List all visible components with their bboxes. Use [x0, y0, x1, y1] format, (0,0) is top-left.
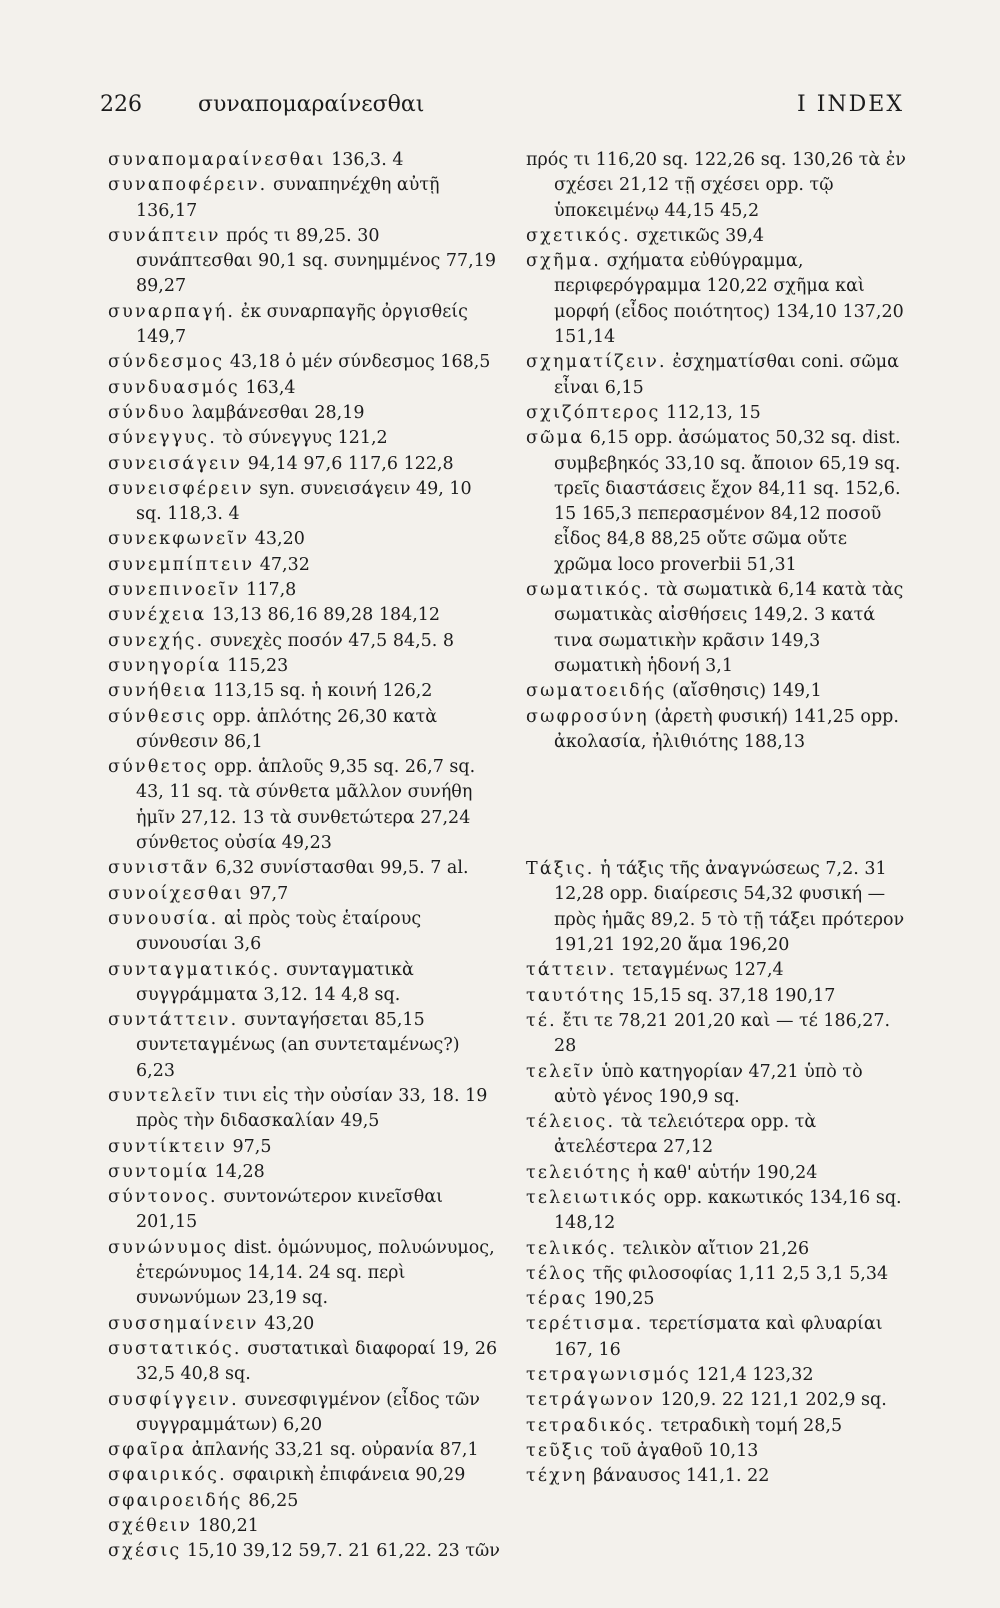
entry-lemma: σύνθεσις [108, 706, 208, 727]
entry-lemma: συνεισφέρειν [108, 478, 254, 499]
entry-references: opp. ἁπλότης 26,30 κατὰ σύνθεσιν 86,1 [136, 706, 438, 752]
right-column [526, 148, 906, 1490]
index-entry [108, 1084, 500, 1135]
entry-references: 190,25 [593, 1289, 655, 1310]
index-entry [526, 1414, 906, 1439]
entry-lemma: τερέτισμα. [526, 1314, 644, 1335]
entry-references: 94,14 97,6 117,6 122,8 [247, 453, 454, 474]
entry-lemma: σύνδεσμος [108, 352, 225, 373]
entry-references: 6,15 opp. ἀσώματος 50,32 sq. dist. συμβεβηκός 33,10 sq. ἄποιον 65,19 sq. τρεῖς διαστάσεις ἔχον 84,11 sq. 152,6. 15 165,3 πεπερασμένον 84,12 ποσοῦ εἶδος 84,8 88,25 οὔτε σῶμα οὔτε χρῶμα loco proverbii 51,31 [554, 428, 901, 575]
index-entry [108, 1160, 500, 1185]
entry-lemma: συντελεῖν [108, 1085, 218, 1106]
entry-lemma: συνοίχεσθαι [108, 883, 244, 904]
entry-references: αἱ πρὸς τοὺς ἑταίρους συνουσίαι 3,6 [136, 908, 422, 955]
index-entry [108, 907, 500, 958]
entry-references: σχήματα εὐθύγραμμα, περιφερόγραμμα 120,22 σχῆμα καὶ μορφή (εἶδος ποιότητος) 134,10 137,20 151,14 [554, 251, 904, 348]
entry-references: συνταγήσεται 85,15 συντεταγμένως (an συντεταμένως?) 6,23 [136, 1010, 460, 1081]
entry-lemma: σφαιρικός. [108, 1465, 227, 1486]
entry-lemma: συνηγορία [108, 655, 222, 676]
entry-lemma: σωματοειδής [526, 681, 667, 702]
entry-references: ἡ καθ' αὑτήν 190,24 [637, 1162, 818, 1183]
index-entry [526, 1161, 906, 1186]
index-entry [526, 679, 906, 704]
entry-lemma: σχέσις [108, 1541, 182, 1562]
index-entry [108, 452, 500, 477]
entry-references: (αἴσθησις) 149,1 [672, 681, 822, 702]
index-entry [526, 1439, 906, 1464]
entry-lemma: τάττειν. [526, 960, 617, 981]
index-entry [108, 376, 500, 401]
index-entry [526, 249, 906, 350]
entry-lemma: συνδυασμός [108, 377, 240, 398]
entry-references: 136,3. 4 [331, 150, 404, 170]
entry-lemma: συνιστᾶν [108, 858, 210, 879]
index-entry [108, 477, 500, 528]
index-entry [526, 857, 906, 958]
entry-references: τελικὸν αἴτιον 21,26 [622, 1238, 810, 1259]
index-entry [526, 1186, 906, 1237]
entry-references: 97,7 [249, 883, 289, 904]
entry-references: τὰ σωματικὰ 6,14 κατὰ τὰς σωματικὰς αἰσθήσεις 149,2. 3 κατά τινα σωματικὴν κρᾶσιν 149,3 σωματικὴ ἡδονή 3,1 [554, 580, 904, 676]
entry-lemma: σωματικός. [526, 580, 651, 601]
entry-lemma: σχέθειν [108, 1516, 193, 1537]
entry-lemma: συναπομαραίνεσθαι [108, 150, 326, 170]
index-entry [108, 1514, 500, 1539]
entry-lemma: συντίκτειν [108, 1136, 227, 1157]
index-entry [526, 350, 906, 401]
index-entry [108, 958, 500, 1009]
entry-lemma: σύντονος. [108, 1187, 218, 1208]
entry-lemma: σχηματίζειν. [526, 352, 667, 373]
index-entry [108, 603, 500, 628]
index-entry [526, 1262, 906, 1287]
index-entry [108, 426, 500, 451]
entry-lemma: συσσημαίνειν [108, 1313, 259, 1334]
entry-lemma: τελειότης [526, 1162, 633, 1183]
index-entry [526, 148, 906, 224]
index-entry [526, 1363, 906, 1388]
entry-references: 112,13, 15 [666, 402, 761, 423]
index-entry [108, 1008, 500, 1084]
entry-references: τεταγμένως 127,4 [622, 960, 784, 981]
entry-references: ἀπλανής 33,21 sq. οὐρανία 87,1 [191, 1440, 479, 1461]
index-entry [526, 578, 906, 679]
entry-references: 15,10 39,12 59,7. 21 61,22. 23 τῶν [187, 1541, 500, 1562]
entry-references: 115,23 [227, 655, 289, 676]
entry-references: (ἀρετὴ φυσική) 141,25 opp. ἀκολασία, ἠλιθιότης 188,13 [554, 706, 899, 752]
entry-references: 43,20 [264, 1313, 315, 1334]
entry-references: συνταγματικὰ συγγράμματα 3,12. 14 4,8 sq. [136, 959, 414, 1005]
entry-lemma: συναποφέρειν. [108, 175, 268, 196]
index-entry [108, 1185, 500, 1236]
index-entry [108, 882, 500, 907]
index-entry [108, 1236, 500, 1312]
right-column-sigma-entries [526, 148, 906, 755]
entry-lemma: τεῦξις [526, 1440, 595, 1461]
index-entry [108, 173, 500, 224]
index-entry [526, 1237, 906, 1262]
entry-references: 6,32 συνίστασθαι 99,5. 7 al. [215, 858, 469, 879]
entry-references: 43,18 ὁ μέν σύνδεσμος 168,5 [229, 352, 491, 373]
entry-lemma: σῶμα [526, 428, 585, 449]
entry-references: τὸ σύνεγγυς 121,2 [222, 428, 388, 449]
entry-references: τὰ τελειότερα opp. τὰ ἀτελέστερα 27,12 [554, 1112, 817, 1158]
index-entry [526, 1110, 906, 1161]
entry-lemma: τελειωτικός [526, 1187, 659, 1208]
entry-lemma: σφαιροειδής [108, 1490, 243, 1511]
entry-references: λαμβάνεσθαι 28,19 [191, 402, 365, 423]
entry-lemma: σχιζόπτερος [526, 402, 661, 423]
index-entry [108, 755, 500, 856]
index-entry [108, 401, 500, 426]
entry-references: τινι εἰς τὴν οὐσίαν 33, 18. 19 πρὸς τὴν διδασκαλίαν 49,5 [136, 1085, 488, 1132]
index-entry [108, 856, 500, 881]
index-entry [108, 705, 500, 756]
entry-references: 13,13 86,16 89,28 184,12 [211, 605, 441, 626]
index-entry [108, 629, 500, 654]
page-number: 226 [100, 92, 142, 117]
entry-references: 14,28 [214, 1161, 265, 1182]
entry-lemma: συνάπτειν [108, 225, 221, 246]
entry-lemma: συντάττειν. [108, 1010, 239, 1031]
entry-lemma: τετράγωνον [526, 1390, 656, 1411]
index-entry [108, 1463, 500, 1488]
index-entry [108, 1489, 500, 1514]
index-entry [526, 1287, 906, 1312]
entry-lemma: τετραγωνισμός [526, 1365, 692, 1386]
entry-lemma: τέ. [526, 1010, 557, 1031]
index-entry [526, 1009, 906, 1060]
entry-references: 43,20 [254, 529, 305, 550]
entry-references: σχετικῶς 39,4 [636, 225, 765, 246]
index-entry [108, 1337, 500, 1388]
entry-references: τερετίσματα καὶ φλυαρίαι 167, 16 [554, 1314, 883, 1360]
entry-lemma: ταυτότης [526, 985, 626, 1006]
entry-references: 15,15 sq. 37,18 190,17 [631, 985, 836, 1006]
letter-gap [526, 755, 906, 857]
entry-references: τετραδικὴ τομή 28,5 [660, 1415, 843, 1436]
entry-references: συνεχὲς ποσόν 47,5 84,5. 8 [209, 630, 455, 651]
entry-lemma: συνεχής. [108, 630, 205, 651]
entry-lemma: σφαῖρα [108, 1440, 187, 1461]
index-entry [108, 1135, 500, 1160]
entry-lemma: συνήθεια [108, 681, 208, 702]
index-entry [526, 224, 906, 249]
entry-lemma: συντομία [108, 1161, 210, 1182]
index-entry [526, 426, 906, 578]
entry-lemma: συνουσία. [108, 908, 219, 929]
left-column [108, 148, 500, 1565]
entry-lemma: τελεῖν [526, 1061, 596, 1082]
entry-references: 121,4 123,32 [696, 1365, 814, 1386]
entry-lemma: σχετικός. [526, 225, 631, 246]
index-entry [108, 527, 500, 552]
entry-lemma: συνώνυμος [108, 1237, 229, 1258]
entry-lemma: σύνδυο [108, 402, 187, 423]
section-title: I INDEX [797, 92, 904, 117]
index-entry [526, 1060, 906, 1111]
entry-references: 120,9. 22 121,1 202,9 sq. [660, 1390, 887, 1411]
entry-references: συναπηνέχθη αὐτῇ 136,17 [136, 175, 440, 221]
entry-references: opp. ἁπλοῦς 9,35 sq. 26,7 sq. 43, 11 sq. τὰ σύνθετα μᾶλλον συνήθη ἡμῖν 27,12. 13 τὰ συνθετώτερα 27,24 σύνθετος οὐσία 49,23 [136, 757, 476, 854]
entry-references: ὑπὸ κατηγορίαν 47,21 ὑπὸ τὸ αὐτὸ γένος 190,9 sq. [554, 1061, 863, 1107]
entry-lemma: Τάξις. [526, 859, 595, 880]
index-entry [108, 1388, 500, 1439]
index-entry [526, 1464, 906, 1489]
entry-lemma: συνεμπίπτειν [108, 554, 255, 575]
entry-references: βάναυσος 141,1. 22 [593, 1466, 770, 1487]
entry-references: συστατικαὶ διαφοραί 19, 26 32,5 40,8 sq. [136, 1338, 498, 1385]
index-entry [526, 958, 906, 983]
entry-lemma: συνεισάγειν [108, 453, 243, 474]
index-entry [108, 654, 500, 679]
entry-references: 117,8 [246, 580, 297, 601]
index-entry [108, 679, 500, 704]
index-entry [108, 224, 500, 300]
entry-references: τοῦ ἀγαθοῦ 10,13 [600, 1440, 759, 1461]
entry-references: πρός τι 116,20 sq. 122,26 sq. 130,26 τὰ ἐν σχέσει 21,12 τῇ σχέσει opp. τῷ ὑποκειμένῳ 44,15 45,2 [526, 150, 906, 221]
index-entry [108, 578, 500, 603]
index-entry [526, 984, 906, 1009]
entry-lemma: συνεπινοεῖν [108, 580, 241, 601]
entry-references: dist. ὁμώνυμος, πολυώνυμος, ἑτερώνυμος 14,14. 24 sq. περὶ συνωνύμων 23,19 sq. [136, 1237, 495, 1309]
entry-lemma: συνεκφωνεῖν [108, 529, 250, 550]
index-entry [526, 401, 906, 426]
entry-references: ἐκ συναρπαγῆς ὀργισθείς 149,7 [136, 301, 468, 348]
entry-lemma: συνταγματικός. [108, 959, 281, 980]
entry-references: 47,32 [259, 554, 310, 575]
entry-lemma: τέλος [526, 1263, 588, 1284]
index-entry [108, 1312, 500, 1337]
entry-references: 97,5 [232, 1136, 272, 1157]
entry-lemma: τελικός. [526, 1238, 618, 1259]
index-entry [108, 148, 500, 173]
entry-lemma: συναρπαγή. [108, 301, 236, 322]
entry-lemma: σχῆμα. [526, 251, 601, 272]
entry-references: τῆς φιλοσοφίας 1,11 2,5 3,1 5,34 [592, 1263, 889, 1284]
right-column-tau-entries [526, 857, 906, 1489]
entry-lemma: τέλειος. [526, 1112, 616, 1133]
page-header [100, 92, 904, 132]
index-entry [526, 705, 906, 756]
running-head: συναπομαραίνεσθαι [198, 92, 425, 117]
entry-lemma: τέρας [526, 1289, 588, 1310]
entry-lemma: συνέχεια [108, 605, 207, 626]
index-entry [108, 1438, 500, 1463]
index-entry [108, 350, 500, 375]
entry-lemma: συσφίγγειν. [108, 1389, 239, 1410]
entry-references: 180,21 [197, 1516, 259, 1537]
entry-references: συντονώτερον κινεῖσθαι 201,15 [136, 1187, 444, 1233]
entry-references: ἐσχηματίσθαι coni. σῶμα εἶναι 6,15 [554, 352, 899, 398]
index-entry [108, 1539, 500, 1564]
entry-references: 113,15 sq. ἡ κοινή 126,2 [213, 681, 433, 702]
entry-lemma: σωφροσύνη [526, 706, 649, 727]
index-entry [526, 1312, 906, 1363]
entry-lemma: σύνεγγυς. [108, 428, 218, 449]
entry-lemma: τέχνη [526, 1466, 588, 1487]
entry-lemma: τετραδικός. [526, 1415, 655, 1436]
index-entry [108, 553, 500, 578]
entry-references: syn. συνεισάγειν 49, 10 sq. 118,3. 4 [136, 478, 472, 525]
entry-references: ἡ τάξις τῆς ἀναγνώσεως 7,2. 31 12,28 opp. διαίρεσις 54,32 φυσική — πρὸς ἡμᾶς 89,2. 5 τὸ τῇ τάξει πρότερον 191,21 192,20 ἅμα 196,20 [554, 859, 905, 956]
entry-references: 86,25 [248, 1490, 299, 1511]
entry-references: σφαιρικὴ ἐπιφάνεια 90,29 [232, 1465, 466, 1486]
entry-references: ἔτι τε 78,21 201,20 καὶ — τέ 186,27. 28 [554, 1010, 891, 1057]
entry-references: 163,4 [245, 377, 296, 398]
entry-references: opp. κακωτικός 134,16 sq. 148,12 [554, 1187, 902, 1234]
index-entry [108, 300, 500, 351]
index-entry [526, 1388, 906, 1413]
entry-lemma: σύνθετος [108, 757, 209, 778]
entry-lemma: συστατικός. [108, 1338, 242, 1359]
entry-references: πρός τι 89,25. 30 συνάπτεσθαι 90,1 sq. συνημμένος 77,19 89,27 [136, 225, 497, 297]
entry-references: συνεσφιγμένον (εἶδος τῶν συγγραμμάτων) 6,20 [136, 1389, 480, 1435]
